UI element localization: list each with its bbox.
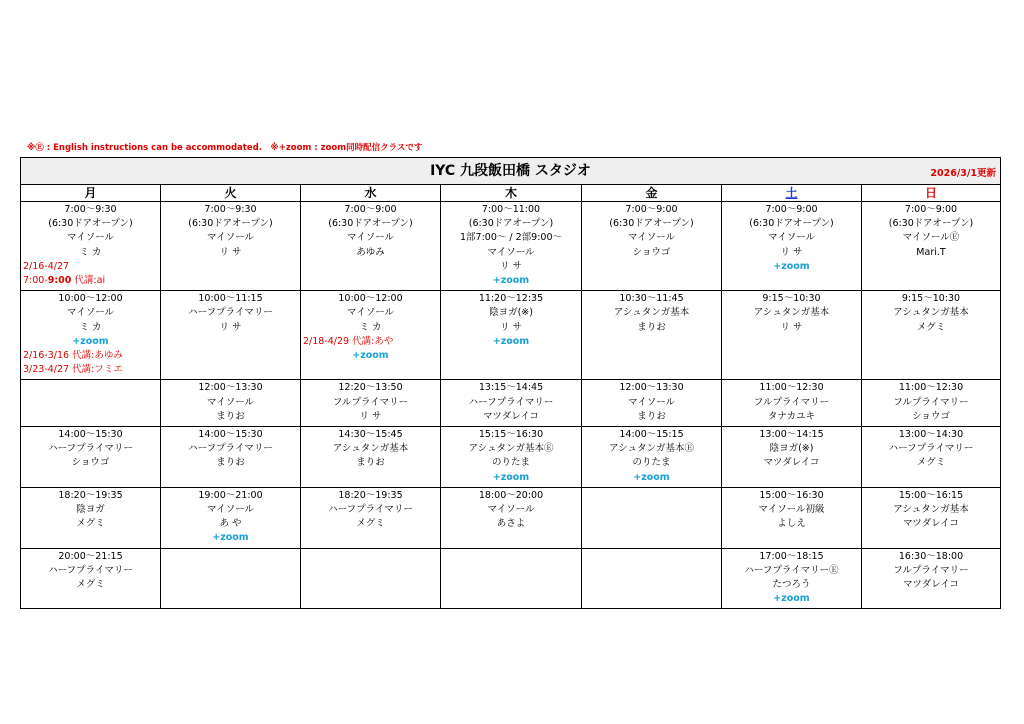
class-detail: マツダレイコ (763, 457, 820, 469)
class-detail: マイソール (627, 232, 676, 244)
class-cell-tue (161, 487, 301, 548)
class-detail: フルプライマリー (893, 564, 969, 576)
day-header-row (21, 185, 1001, 202)
class-entry (862, 427, 1000, 473)
day-header-sat: 土 (722, 185, 862, 202)
class-detail: ショウゴ (71, 457, 110, 469)
zoom-badge: +zoom (212, 532, 249, 544)
class-detail: リ サ (780, 321, 803, 333)
class-time: 18:00〜20:00 (478, 489, 544, 501)
class-entry (862, 202, 1000, 262)
slot-row (21, 487, 1001, 548)
class-cell-wed (301, 202, 441, 291)
day-header-tue: 火 (161, 185, 301, 202)
class-cell-wed (301, 487, 441, 548)
class-entry (441, 549, 581, 552)
class-detail: マイソール (66, 307, 115, 319)
class-cell-wed (301, 380, 441, 427)
class-detail: (6:30ドアオープン) (749, 218, 834, 230)
class-detail: よしえ (777, 518, 806, 530)
class-entry (441, 488, 581, 534)
class-entry (862, 549, 1000, 595)
class-detail: アシュタンガ基本Ⓔ (468, 443, 554, 455)
class-detail: メグミ (916, 321, 946, 333)
class-time: 7:00〜11:00 (481, 204, 541, 215)
class-detail: アシュタンガ基本 (613, 307, 690, 319)
class-detail: フルプライマリー (753, 396, 830, 408)
class-time: 15:00〜16:30 (759, 489, 824, 501)
class-detail: メグミ (76, 518, 105, 530)
class-detail: たつろう (772, 579, 811, 591)
class-time: 10:00〜11:15 (198, 293, 263, 305)
class-entry (301, 202, 440, 262)
class-detail: マイソール (627, 396, 676, 408)
class-entry (161, 549, 300, 552)
class-entry (21, 549, 160, 595)
class-detail: 陰ヨガ(※) (769, 443, 814, 455)
class-detail: まりお (356, 457, 385, 469)
class-detail: あさよ (496, 518, 526, 530)
class-cell-thu (441, 487, 582, 548)
class-cell-mon (21, 202, 161, 291)
class-cell-fri (582, 548, 722, 609)
zoom-badge: +zoom (352, 350, 389, 362)
class-cell-sun (862, 202, 1001, 291)
class-entry (722, 291, 861, 337)
class-cell-mon (21, 548, 161, 609)
class-time: 7:00〜9:30 (204, 204, 257, 215)
class-cell-mon (21, 380, 161, 427)
class-detail: ハーフプライマリー (888, 443, 974, 455)
substitute-note: 3/23-4/27 代講:フミエ (23, 364, 123, 376)
class-time: 13:00〜14:30 (898, 429, 964, 441)
class-cell-fri (582, 291, 722, 380)
class-cell-sat (722, 202, 862, 291)
class-time: 12:00〜13:30 (198, 382, 263, 394)
class-detail: ハーフプライマリー (468, 396, 554, 408)
class-entry (582, 291, 721, 337)
zoom-badge: +zoom (773, 593, 810, 605)
substitute-note: 2/18-4/29 代講:あや (303, 335, 394, 347)
class-time: 11:20〜12:35 (478, 293, 544, 305)
day-header-fri: 金 (582, 185, 722, 202)
class-detail: マツダレイコ (903, 579, 959, 591)
slot-row (21, 548, 1001, 609)
zoom-badge: +zoom (633, 471, 670, 483)
class-cell-thu (441, 291, 582, 380)
class-time: 13:15〜14:45 (478, 382, 544, 394)
class-detail: ミ カ (79, 321, 102, 333)
class-cell-sat (722, 487, 862, 548)
class-time: 10:00〜12:00 (338, 293, 403, 305)
class-entry (582, 488, 721, 491)
class-detail: マツダレイコ (483, 410, 539, 422)
class-entry (21, 380, 160, 383)
class-entry (301, 291, 440, 365)
class-entry (722, 549, 861, 609)
day-header-wed: 水 (301, 185, 441, 202)
class-entry (21, 427, 160, 473)
class-entry (301, 380, 440, 426)
class-time: 9:15〜10:30 (762, 293, 821, 305)
class-detail: アシュタンガ基本Ⓔ (609, 443, 694, 455)
class-cell-sun (862, 548, 1001, 609)
class-detail: フルプライマリー (332, 396, 409, 408)
class-time: 14:00〜15:30 (198, 429, 263, 441)
class-time: 7:00〜9:00 (625, 204, 678, 215)
class-detail: マイソール (206, 504, 255, 516)
class-time: 12:20〜13:50 (338, 382, 403, 394)
class-detail: リ サ (499, 260, 523, 272)
class-detail: ハーフプライマリーⒺ (744, 564, 839, 576)
class-detail: まりお (216, 410, 245, 422)
class-detail: マイソール (346, 307, 395, 319)
class-detail: タナカユキ (767, 410, 816, 422)
class-detail: ハーフプライマリー (48, 564, 133, 576)
class-cell-tue (161, 427, 301, 488)
class-detail: まりお (637, 410, 666, 422)
substitute-time-start: 7:00- (23, 275, 48, 287)
zoom-badge: +zoom (492, 275, 530, 287)
class-cell-sat (722, 548, 862, 609)
class-detail: ミ カ (359, 321, 382, 333)
class-time: 19:00〜21:00 (198, 489, 263, 501)
class-cell-thu (441, 202, 582, 291)
class-detail: マイソール (66, 232, 115, 244)
zoom-badge: +zoom (773, 260, 810, 272)
class-entry (161, 202, 300, 262)
class-detail: リ サ (219, 321, 242, 333)
substitute-note: 2/16-3/16 代講:あゆみ (23, 350, 123, 362)
class-detail: メグミ (76, 579, 105, 591)
class-time: 7:00〜9:00 (765, 204, 818, 215)
substitute-time-end: 9:00 (47, 275, 72, 287)
class-detail: (6:30ドアオープン) (609, 218, 694, 230)
class-cell-wed (301, 548, 441, 609)
substitute-note (21, 274, 160, 288)
class-time: 18:20〜19:35 (338, 489, 403, 501)
class-detail: マイソールⒺ (902, 232, 960, 244)
class-detail: (6:30ドアオープン) (328, 218, 413, 230)
class-detail: ショウゴ (912, 410, 950, 422)
class-time: 7:00〜9:00 (344, 204, 397, 215)
day-header-mon: 月 (21, 185, 161, 202)
class-cell-tue (161, 548, 301, 609)
class-time: 11:00〜12:30 (759, 382, 824, 394)
slot-row (21, 202, 1001, 291)
class-cell-fri (582, 380, 722, 427)
class-detail: アシュタンガ基本 (332, 443, 409, 455)
class-entry (21, 291, 160, 379)
class-detail: 陰ヨガ (76, 504, 105, 516)
class-time: 7:00〜9:00 (904, 204, 958, 215)
zoom-badge: +zoom (492, 335, 530, 347)
class-cell-mon (21, 487, 161, 548)
class-time: 10:00〜12:00 (58, 293, 123, 305)
day-header-sun: 日 (862, 185, 1001, 202)
class-detail: マイソール (487, 246, 535, 258)
class-entry (722, 488, 861, 534)
class-entry (21, 488, 160, 534)
class-time: 17:00〜18:15 (759, 550, 824, 562)
class-cell-wed (301, 427, 441, 488)
class-detail: リ サ (499, 321, 523, 333)
class-time: 15:15〜16:30 (478, 429, 544, 441)
class-detail: (6:30ドアオープン) (468, 218, 554, 230)
class-detail: あゆみ (356, 246, 385, 258)
class-detail: アシュタンガ基本 (753, 307, 830, 319)
day-header-thu: 木 (441, 185, 582, 202)
class-detail: マイソール (487, 504, 535, 516)
substitute-note: 2/16-4/27 (23, 260, 70, 272)
class-time: 15:00〜16:15 (898, 489, 964, 501)
class-entry (582, 380, 721, 426)
class-entry (862, 380, 1000, 426)
class-detail: ハーフプライマリー (48, 443, 133, 455)
class-detail: マイソール初級 (758, 504, 825, 516)
legend-note: ※Ⓔ : English instructions can be accommodated. ※+zoom : zoom同時配信クラスです (27, 143, 423, 153)
class-time: 9:15〜10:30 (901, 293, 961, 305)
class-time: 20:00〜21:15 (58, 550, 123, 562)
class-time: 7:00〜9:30 (64, 204, 117, 215)
class-cell-thu (441, 380, 582, 427)
updated-date: 2026/3/1更新 (930, 168, 996, 179)
class-detail: アシュタンガ基本 (893, 504, 969, 516)
class-detail: 陰ヨガ(※) (489, 307, 533, 319)
class-cell-tue (161, 202, 301, 291)
class-cell-sat (722, 291, 862, 380)
class-entry (21, 202, 160, 290)
class-entry (722, 202, 861, 276)
zoom-badge: +zoom (72, 335, 109, 347)
class-entry (301, 549, 440, 552)
class-entry (722, 427, 861, 473)
class-cell-sun (862, 291, 1001, 380)
class-entry (862, 488, 1000, 534)
class-detail: リ サ (219, 246, 242, 258)
class-entry (301, 427, 440, 473)
class-entry (301, 488, 440, 534)
class-time: 11:00〜12:30 (898, 382, 964, 394)
class-cell-tue (161, 291, 301, 380)
class-time: 14:00〜15:15 (619, 429, 684, 441)
class-detail: マイソール (206, 232, 255, 244)
class-cell-tue (161, 380, 301, 427)
class-entry (161, 380, 300, 426)
class-cell-sat (722, 427, 862, 488)
class-detail: (6:30ドアオープン) (188, 218, 273, 230)
class-detail: あ や (219, 518, 242, 530)
class-detail: リ サ (780, 246, 803, 258)
zoom-badge: +zoom (492, 471, 530, 483)
class-detail: Mari.T (916, 246, 946, 258)
class-cell-sun (862, 487, 1001, 548)
class-detail: リ サ (359, 410, 382, 422)
class-time: 10:30〜11:45 (619, 293, 684, 305)
class-cell-fri (582, 202, 722, 291)
class-detail: ハーフプライマリー (188, 443, 273, 455)
title-row (21, 158, 1001, 185)
class-entry (582, 549, 721, 552)
class-entry (582, 427, 721, 487)
class-detail: マツダレイコ (903, 518, 959, 530)
class-time: 14:00〜15:30 (58, 429, 123, 441)
class-time: 14:30〜15:45 (338, 429, 403, 441)
class-cell-fri (582, 427, 722, 488)
class-detail: マイソール (346, 232, 395, 244)
slot-row (21, 427, 1001, 488)
class-entry (862, 291, 1000, 337)
class-entry (161, 427, 300, 473)
class-cell-thu (441, 427, 582, 488)
class-entry (582, 202, 721, 262)
class-cell-fri (582, 487, 722, 548)
class-time: 16:30〜18:00 (898, 550, 964, 562)
class-cell-thu (441, 548, 582, 609)
schedule-table (20, 157, 1001, 609)
class-detail: ミ カ (79, 246, 102, 258)
slot-row (21, 291, 1001, 380)
class-detail: のりたま (632, 457, 671, 469)
class-entry (722, 380, 861, 426)
class-detail: のりたま (491, 457, 530, 469)
class-time: 12:00〜13:30 (619, 382, 684, 394)
class-cell-wed (301, 291, 441, 380)
class-cell-sat (722, 380, 862, 427)
class-detail: 1部7:00〜 / 2部9:00〜 (460, 232, 562, 244)
class-detail: まりお (216, 457, 245, 469)
substitute-teacher: 代講:ai (71, 275, 106, 287)
class-cell-sun (862, 427, 1001, 488)
class-entry (161, 488, 300, 548)
class-detail: (6:30ドアオープン) (888, 218, 974, 230)
slot-row (21, 380, 1001, 427)
class-cell-sun (862, 380, 1001, 427)
class-detail: メグミ (916, 457, 946, 469)
title-cell (21, 158, 1001, 185)
class-time: 13:00〜14:15 (759, 429, 824, 441)
class-cell-mon (21, 291, 161, 380)
class-detail: フルプライマリー (893, 396, 969, 408)
schedule-title: IYC 九段飯田橋 スタジオ (430, 163, 591, 179)
class-detail: まりお (637, 321, 666, 333)
class-detail: マイソール (206, 396, 255, 408)
class-entry (441, 202, 581, 290)
class-entry (441, 427, 581, 487)
class-detail: アシュタンガ基本 (893, 307, 969, 319)
class-detail: (6:30ドアオープン) (48, 218, 133, 230)
class-detail: ハーフプライマリー (328, 504, 413, 516)
class-entry (441, 291, 581, 351)
class-detail: メグミ (356, 518, 385, 530)
class-detail: ハーフプライマリー (188, 307, 273, 319)
class-entry (441, 380, 581, 426)
class-detail: ショウゴ (632, 246, 671, 258)
class-detail: マイソール (767, 232, 816, 244)
class-time: 18:20〜19:35 (58, 489, 123, 501)
class-entry (161, 291, 300, 337)
class-cell-mon (21, 427, 161, 488)
